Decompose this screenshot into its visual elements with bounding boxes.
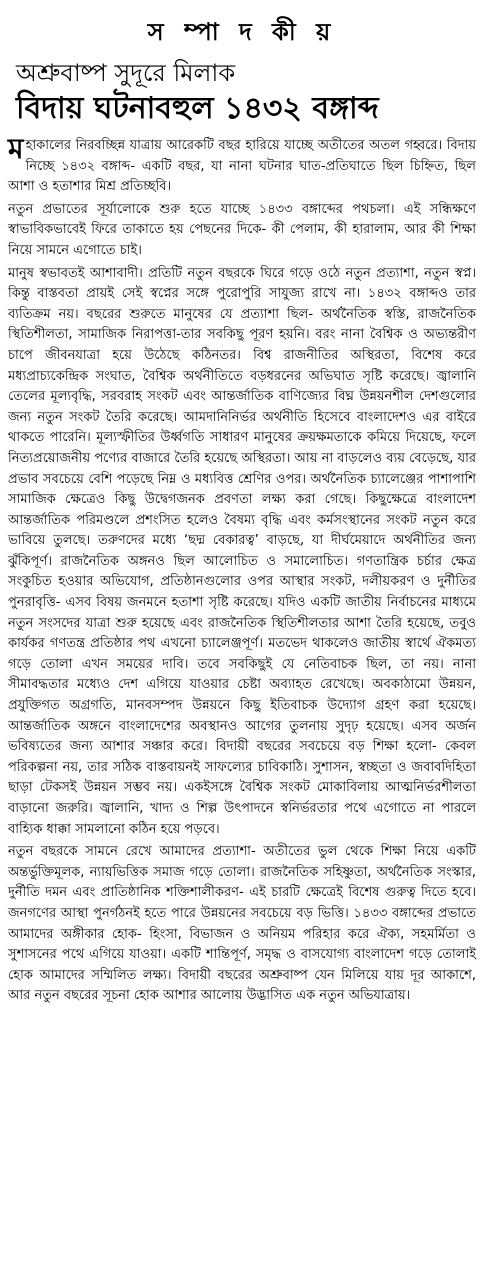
section-title: স ম্পা দ কী য়: [147, 18, 337, 46]
paragraph-text: হাকালের নিরবচ্ছিন্ন যাত্রায় আরেকটি বছর হারিয়ে যাচ্ছে অতীতের অতল গহ্বরে। বিদায় নিচ্ছে ১৪৩২ বঙ্গাব্দ- একটি বছর, যা নানা ঘটনার ঘাত-প্রতিঘাতে ছিল চিহ্নিত, ছিল আশা ও হতাশার মিশ্র প্রতিচ্ছবি।: [8, 138, 476, 195]
article-paragraph-1: [8, 132, 476, 198]
drop-cap: ম: [8, 132, 24, 165]
article-paragraph-3: মানুষ স্বভাবতই আশাবাদী। প্রতিটি নতুন বছরকে ঘিরে গড়ে ওঠে নতুন প্রত্যাশা, নতুন স্বপ্ন। কিন্তু বাস্তবতা প্রায়ই সেই স্বপ্নের সঙ্গে পুরোপুরি সাযুজ্য রাখে না। ১৪৩২ বঙ্গাব্দও তার ব্যতিক্রম নয়। বছরের শুরুতে মানুষের যে প্রত্যাশা ছিল- অর্থনৈতিক স্বস্তি, রাজনৈতিক স্থিতিশীলতা, সামাজিক নিরাপত্তা-তার সবকিছু পূরণ হয়নি। বরং নানা বৈশ্বিক ও অভ্যন্তরীণ চাপে জীবনযাত্রা হয়ে উঠেছে কঠিনতর। বিশ্ব রাজনীতির অস্থিরতা, বিশেষ করে মধ্যপ্রাচ্যকেন্দ্রিক সংঘাত, বৈশ্বিক অর্থনীতিতে বড়ধরনের অভিঘাত সৃষ্টি করেছে। জ্বালানি তেলের মূল্যবৃদ্ধি, সরবরাহ সংকট এবং আন্তর্জাতিক বাণিজ্যের বিঘ্ন উন্নয়নশীল দেশগুলোর জন্য নতুন সংকট তৈরি করেছে। আমদানিনির্ভর অর্থনীতি হিসেবে বাংলাদেশও এর বাইরে থাকতে পারেনি। মূল্যস্ফীতির উর্ধ্বগতি সাধারণ মানুষের ক্রয়ক্ষমতাকে কমিয়ে দিয়েছে, ফলে নিত্যপ্রয়োজনীয় পণ্যের বাজারে তৈরি হয়েছে অস্থিরতা। আয় না বাড়লেও ব্যয় বেড়েছে, যার প্রভাব সবচেয়ে বেশি পড়েছে নিম্ন ও মধ্যবিত্ত শ্রেণির ওপর। অর্থনৈতিক চ্যালেঞ্জের পাশাপাশি সামাজিক ক্ষেত্রেও কিছু উদ্বেগজনক প্রবণতা লক্ষ্য করা গেছে। কিছুক্ষেত্রে বাংলাদেশ আন্তর্জাতিক পরিমণ্ডলে প্রশংসিত হলেও বৈষম্য বৃদ্ধি এবং কর্মসংস্থানের সংকট নতুন করে ভাবিয়ে তুলছে। তরুণদের মধ্যে ‘ছদ্ম বেকারত্ব’ বাড়ছে, যা দীর্ঘমেয়াদে অর্থনীতির জন্য ঝুঁকিপূর্ণ। রাজনৈতিক অঙ্গনও ছিল আলোচিত ও সমালোচিত। গণতান্ত্রিক চর্চার ক্ষেত্র সংকুচিত হওয়ার অভিযোগ, প্রতিষ্ঠানগুলোর ওপর আস্থার সংকট, দলীয়করণ ও দুর্নীতির পুনরাবৃত্তি- এসব বিষয় জনমনে হতাশা সৃষ্টি করেছে। যদিও একটি জাতীয় নির্বাচনের মাধ্যমে নতুন সংসদের যাত্রা শুরু হয়েছে এবং রাজনৈতিক স্থিতিশীলতার আশা তৈরি হয়েছে, তবুও কার্যকর গণতন্ত্র প্রতিষ্ঠার পথ এখনো চ্যালেঞ্জপূর্ণ। মতভেদ থাকলেও জাতীয় স্বার্থে ঐকমত্য গড়ে তোলা এখন সময়ের দাবি। তবে সবকিছুই যে নেতিবাচক ছিল, তা নয়। নানা সীমাবদ্ধতার মধ্যেও দেশ এগিয়ে যাওয়ার চেষ্টা অব্যাহত রেখেছে। অবকাঠামো উন্নয়ন, প্রযুক্তিগত অগ্রগতি, মানবসম্পদ উন্নয়নে কিছু ইতিবাচক উদ্যোগ গ্রহণ করা হয়েছে। আন্তর্জাতিক অঙ্গনে বাংলাদেশের অবস্থানও আগের তুলনায় সুদৃঢ় হয়েছে। এসব অর্জন ভবিষ্যতের জন্য আশার সঞ্চার করে। বিদায়ী বছরের সবচেয়ে বড় শিক্ষা হলো- কেবল পরিকল্পনা নয়, তার সঠিক বাস্তবায়নই সাফল্যের চাবিকাঠি। সুশাসন, স্বচ্ছতা ও জবাবদিহিতা ছাড়া টেকসই উন্নয়ন সম্ভব নয়। একইসঙ্গে বৈশ্বিক সংকট মোকাবিলায় আত্মনির্ভরশীলতা বাড়ানো জরুরি। জ্বালানি, খাদ্য ও শিল্প উৎপাদনে স্বনির্ভরতার পথে এগোতে না পারলে বাহ্যিক ধাক্কা সামলানো কঠিন হয়ে পড়বে।: [8, 265, 476, 837]
article-paragraph-4: নতুন বছরকে সামনে রেখে আমাদের প্রত্যাশা- অতীতের ভুল থেকে শিক্ষা নিয়ে একটি অন্তর্ভুক্তিমূলক, ন্যায়ভিত্তিক সমাজ গড়ে তোলা। রাজনৈতিক সহিষ্ণুতা, অর্থনৈতিক সংস্কার, দুর্নীতি দমন এবং প্রাতিষ্ঠানিক শক্তিশালীকরণ- এই চারটি ক্ষেত্রেই বিশেষ গুরুত্ব দিতে হবে। জনগণের আস্থা পুনর্গঠনই হতে পারে উন্নয়নের সবচেয়ে বড় ভিত্তি। ১৪৩৩ বঙ্গাব্দের প্রভাতে আমাদের অঙ্গীকার হোক- হিংসা, বিভাজন ও অনিয়ম পরিহার করে ঐক্য, সহমর্মিতা ও সুশাসনের পথে এগিয়ে যাওয়া। একটি শান্তিপূর্ণ, সমৃদ্ধ ও বাসযোগ্য বাংলাদেশ গড়ে তোলাই হোক আমাদের সম্মিলিত লক্ষ্য। বিদায়ী বছরের অশ্রুবাষ্প যেন মিলিয়ে যায় দূর আকাশে, আর নতুন বছরের সূচনা হোক আশার আলোয় উদ্ভাসিত এক নতুন অভিযাত্রায়।: [8, 844, 476, 1004]
article-paragraph-2: নতুন প্রভাতের সূর্যালোকে শুরু হতে যাচ্ছে ১৪৩৩ বঙ্গাব্দের পথচলা। এই সন্ধিক্ষণে স্বাভাবিকভাবেই ফিরে তাকাতে হয় পেছনের দিকে- কী পেলাম, কী হারালাম, আর কী শিক্ষা নিয়ে সামনে এগোতে চাই।: [8, 201, 476, 258]
headline-line-1: অশ্রুবাষ্প সুদূরে মিলাক: [16, 59, 236, 87]
article-body: [8, 132, 476, 1007]
headline-line-2: বিদায় ঘটনাবহুল ১৪৩২ বঙ্গাব্দ: [16, 91, 379, 126]
